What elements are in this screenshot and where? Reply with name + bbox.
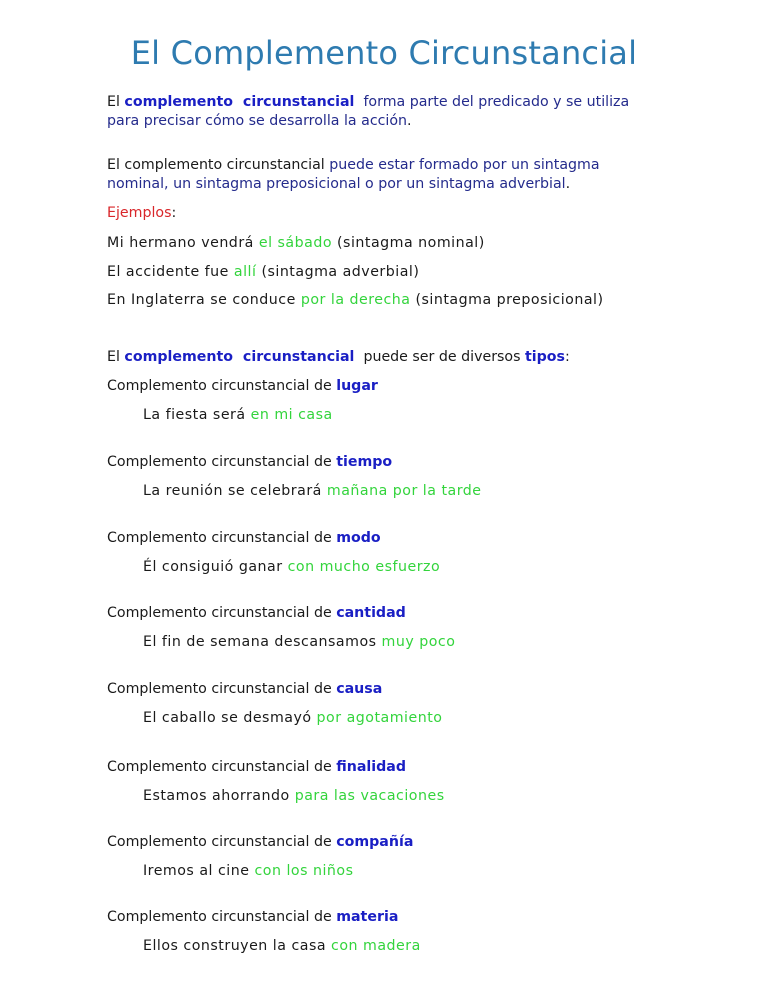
text: Complemento circunstancial de — [107, 530, 337, 546]
type-name: compañía — [336, 834, 414, 850]
intro-paragraph-1-line-2 — [107, 111, 412, 131]
examples-heading — [107, 203, 176, 223]
example-highlight: el sábado — [258, 235, 333, 251]
type-example-modo — [143, 557, 440, 577]
text: Complemento circunstancial de — [107, 834, 337, 850]
text: Complemento circunstancial de — [107, 605, 337, 621]
text: Complemento circunstancial de — [107, 909, 337, 925]
text: Él consiguió ganar — [143, 559, 288, 575]
text: (sintagma adverbial) — [256, 264, 420, 280]
example-highlight: en mi casa — [250, 407, 333, 423]
page-title: El Complemento Circunstancial — [130, 34, 638, 72]
type-heading-cantidad — [107, 603, 406, 623]
text: La fiesta será — [143, 407, 251, 423]
text: puede estar formado por un sintagma — [329, 157, 600, 173]
type-heading-materia — [107, 907, 398, 927]
text: (sintagma preposicional) — [410, 292, 604, 308]
example-highlight: muy poco — [381, 634, 456, 650]
text: : — [171, 205, 177, 221]
text: Complemento circunstancial de — [107, 681, 337, 697]
text: Ellos construyen la casa — [143, 938, 332, 954]
type-name: materia — [336, 909, 399, 925]
text: forma parte del predicado y se utiliza — [354, 94, 630, 110]
text: Estamos ahorrando — [143, 788, 295, 804]
intro-paragraph-1-line-1 — [107, 92, 629, 112]
text: El accidente fue — [107, 264, 234, 280]
example-highlight: con los niños — [254, 863, 354, 879]
text: Mi hermano vendrá — [107, 235, 259, 251]
type-name: cantidad — [336, 605, 406, 621]
example-highlight: para las vacaciones — [294, 788, 445, 804]
text: La reunión se celebrará — [143, 483, 327, 499]
text: . — [407, 113, 412, 129]
text: El — [107, 94, 125, 110]
text: El caballo se desmayó — [143, 710, 317, 726]
text: puede ser de diversos — [354, 349, 525, 365]
type-heading-lugar — [107, 376, 378, 396]
type-name: modo — [336, 530, 381, 546]
type-example-cantidad — [143, 632, 455, 652]
example-highlight: por agotamiento — [316, 710, 443, 726]
type-example-tiempo — [143, 481, 482, 501]
text: En Inglaterra se conduce — [107, 292, 301, 308]
term-highlight: complemento circunstancial — [124, 94, 355, 110]
example-line — [107, 290, 604, 310]
intro-paragraph-2-line-2 — [107, 174, 570, 194]
type-name: causa — [336, 681, 383, 697]
intro-paragraph-2-line-1 — [107, 155, 600, 175]
text: Complemento circunstancial de — [107, 759, 337, 775]
text: nominal, un sintagma preposicional o por un sintagma adverbial — [107, 176, 566, 192]
type-heading-finalidad — [107, 757, 406, 777]
type-example-causa — [143, 708, 442, 728]
types-intro — [107, 347, 570, 367]
type-heading-compania — [107, 832, 413, 852]
example-highlight: por la derecha — [300, 292, 411, 308]
example-line — [107, 233, 485, 253]
type-example-compania — [143, 861, 353, 881]
type-heading-causa — [107, 679, 382, 699]
type-name: finalidad — [336, 759, 407, 775]
text: . — [565, 176, 571, 192]
type-name: lugar — [336, 378, 378, 394]
text: : — [565, 349, 570, 365]
type-example-materia — [143, 936, 421, 956]
type-example-lugar — [143, 405, 333, 425]
text: Complemento circunstancial de — [107, 454, 337, 470]
type-heading-tiempo — [107, 452, 392, 472]
term-highlight: complemento circunstancial — [124, 349, 355, 365]
text: (sintagma nominal) — [332, 235, 485, 251]
tipos-highlight: tipos — [525, 349, 565, 365]
example-line — [107, 262, 419, 282]
example-highlight: con mucho esfuerzo — [287, 559, 441, 575]
type-heading-modo — [107, 528, 381, 548]
type-name: tiempo — [336, 454, 393, 470]
text: Complemento circunstancial de — [107, 378, 337, 394]
text: El — [107, 349, 125, 365]
text: El fin de semana descansamos — [143, 634, 382, 650]
text: El complemento circunstancial — [107, 157, 330, 173]
examples-label: Ejemplos — [107, 205, 172, 221]
text: Iremos al cine — [143, 863, 255, 879]
example-highlight: allí — [233, 264, 257, 280]
type-example-finalidad — [143, 786, 445, 806]
example-highlight: con madera — [331, 938, 421, 954]
example-highlight: mañana por la tarde — [326, 483, 482, 499]
text: para precisar cómo se desarrolla la acción — [107, 113, 408, 129]
